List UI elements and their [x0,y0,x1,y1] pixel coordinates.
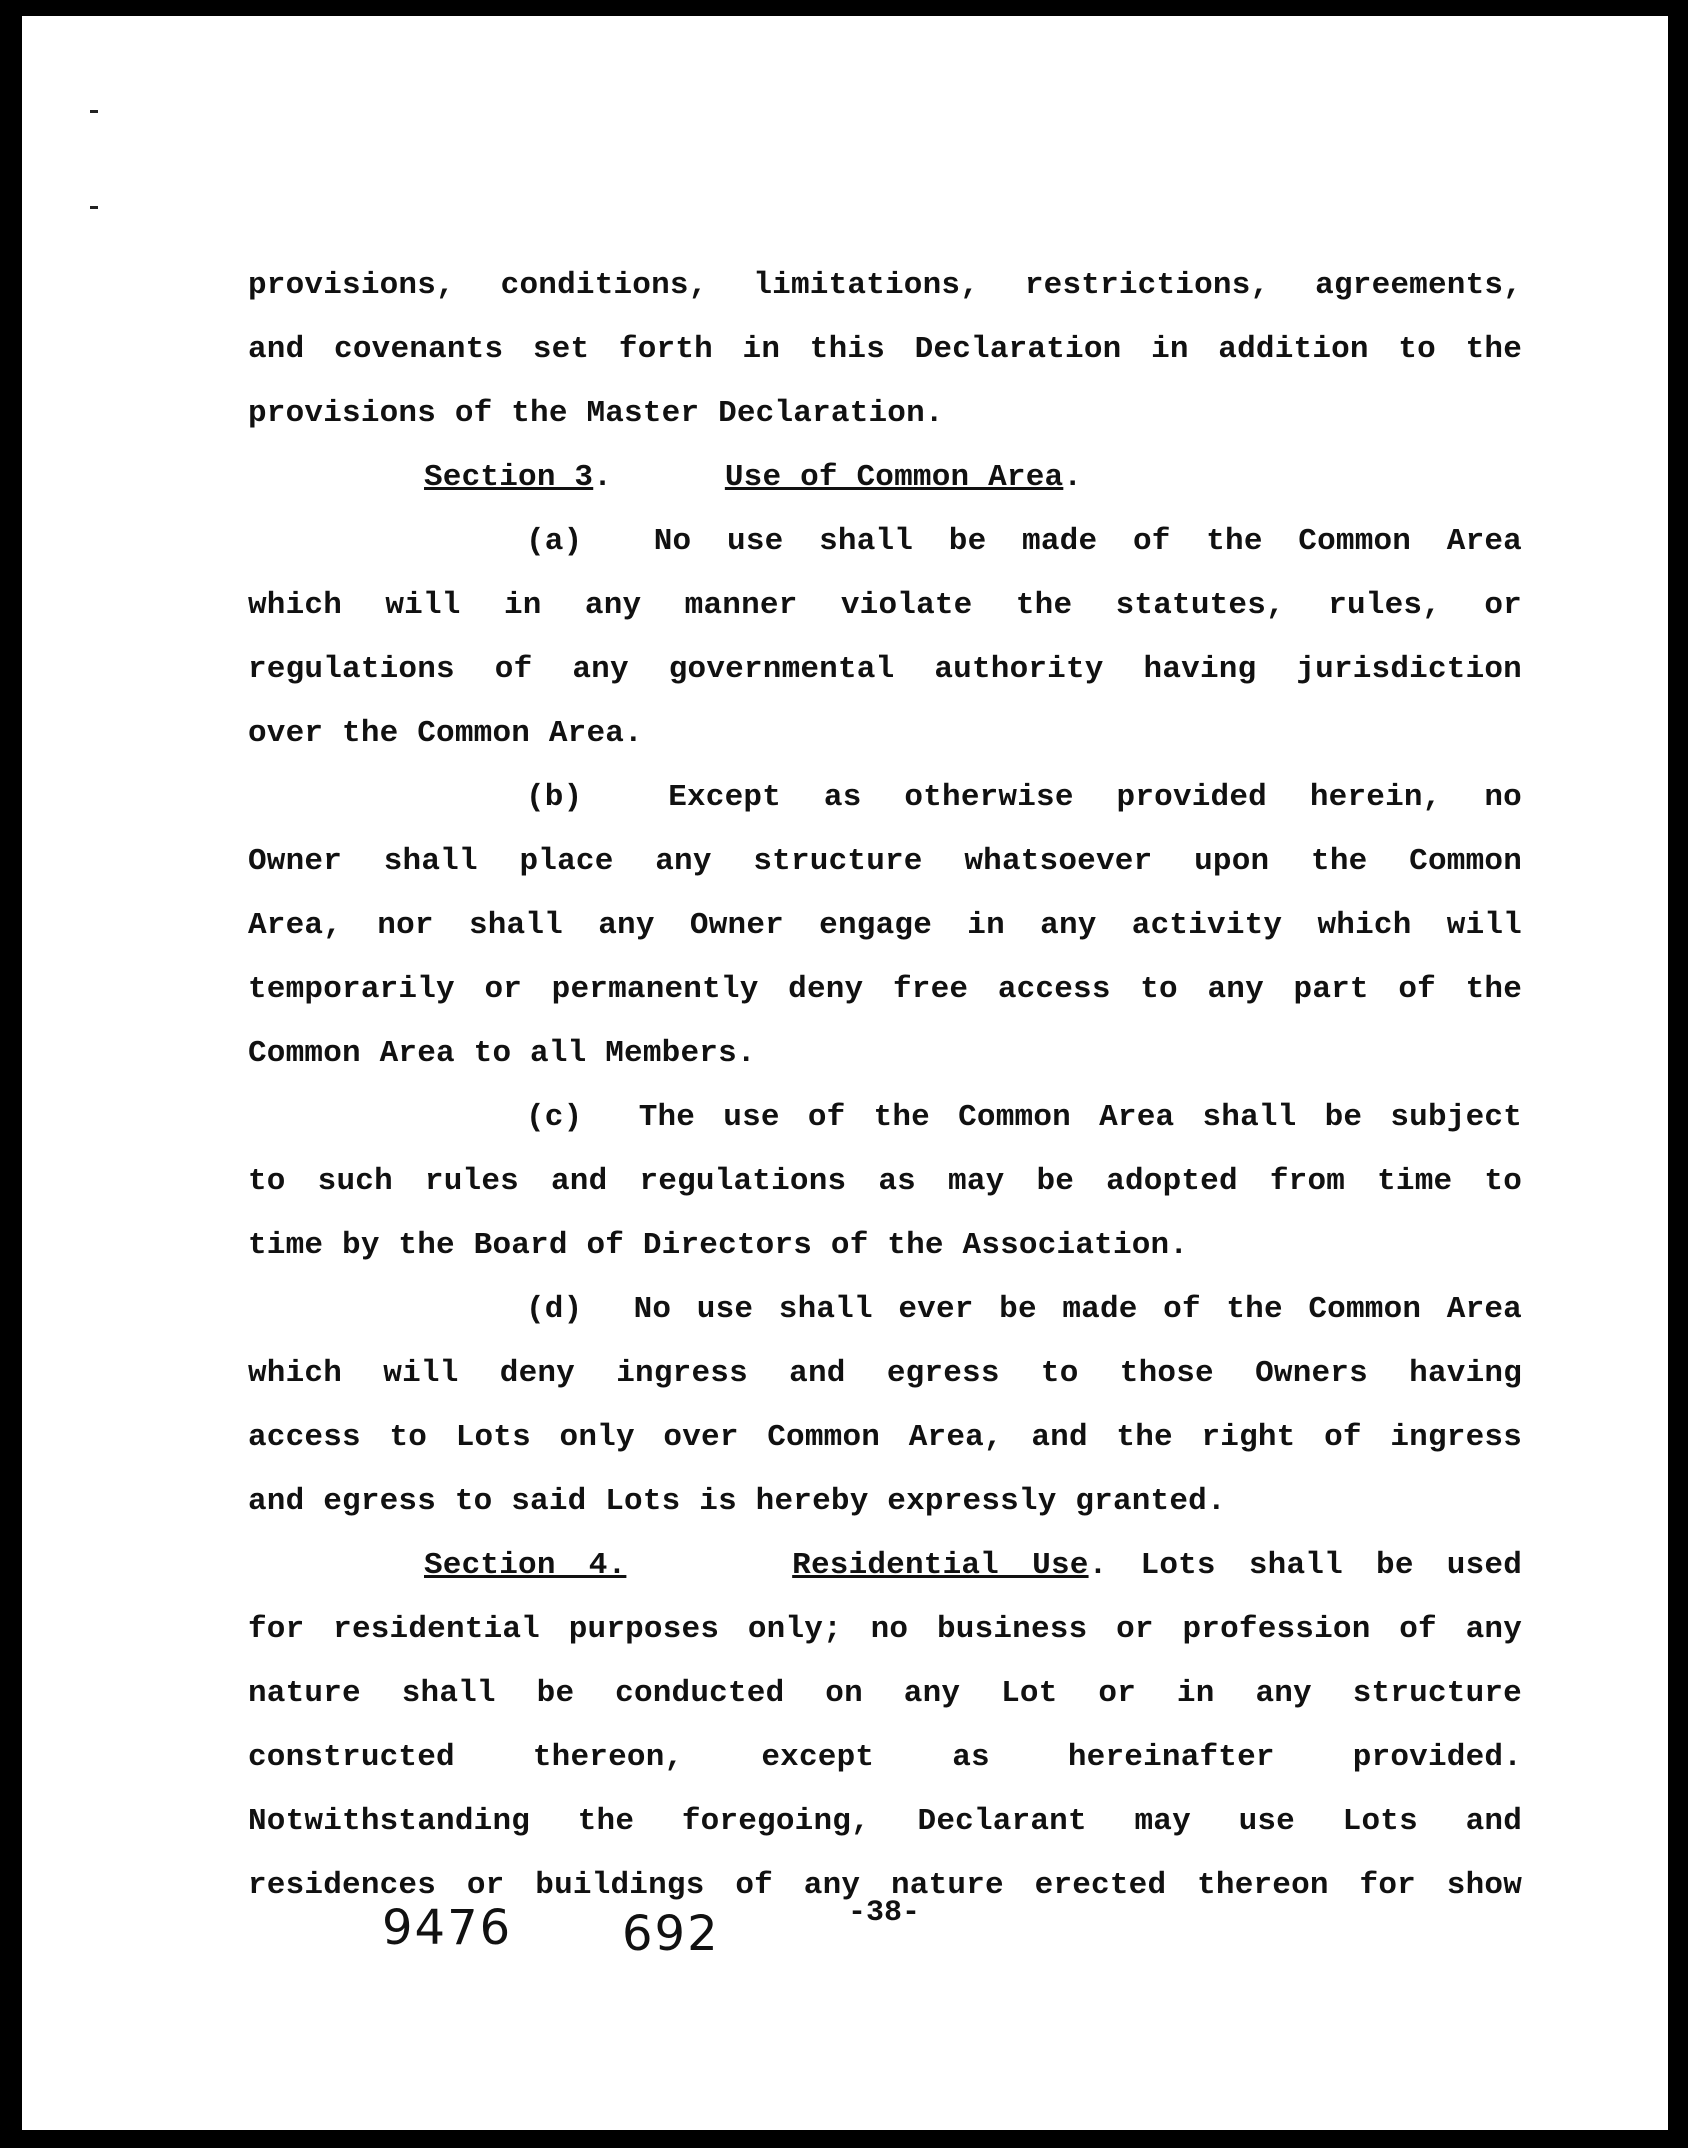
section-3-title: Use of Common Area [724,460,1064,495]
text-line: temporarily or permanently deny free access to any part of the [248,972,1522,1007]
body-text [248,254,1522,1918]
text-line: for residential purposes only; no business or profession of any [248,1612,1522,1647]
text-line: which will in any manner violate the statutes, rules, or [248,588,1522,623]
text-line: constructed thereon, except as hereinafter provided. [248,1740,1522,1775]
text-line: time by the Board of Directors of the Association. [248,1228,1189,1263]
stamp-number-left: 9476 [382,1900,513,1956]
scan-speck [90,110,98,113]
text-line: to such rules and regulations as may be adopted from time to [248,1164,1522,1199]
text-line: access to Lots only over Common Area, and the right of ingress [248,1420,1522,1455]
text-line: and egress to said Lots is hereby expressly granted. [248,1484,1226,1519]
section-4-heading [248,1534,1522,1598]
section-4-text: . Lots shall be used [1088,1548,1523,1583]
document-page [22,16,1668,2130]
text-line: over the Common Area. [248,716,643,751]
section-4-label: Section 4. [424,1548,627,1583]
text-line: and covenants set forth in this Declaration in addition to the [248,332,1522,367]
text-line: Area, nor shall any Owner engage in any activity which will [248,908,1522,943]
text-line: Owner shall place any structure whatsoever upon the Common [248,844,1522,879]
text-line: (d) No use shall ever be made of the Common Area [526,1292,1522,1327]
text-line: regulations of any governmental authority having jurisdiction [248,652,1522,687]
text-line: nature shall be conducted on any Lot or in any structure [248,1676,1522,1711]
section-3-label: Section 3 [424,460,594,495]
section-3-heading: Section 3. Use of Common Area. [424,460,1083,495]
stamp-number-right: 692 [622,1906,720,1962]
text-line: provisions of the Master Declaration. [248,396,944,431]
text-line: residences or buildings of any nature erected thereon for show [248,1868,1522,1903]
section-4-title: Residential Use [792,1548,1089,1583]
text-line: (c) The use of the Common Area shall be subject [526,1100,1522,1135]
page-number: -38- [848,1896,921,1930]
text-line: (b) Except as otherwise provided herein, no [526,780,1522,815]
text-line: which will deny ingress and egress to those Owners having [248,1356,1522,1391]
text-line: Common Area to all Members. [248,1036,756,1071]
text-line: provisions, conditions, limitations, restrictions, agreements, [248,268,1522,303]
scan-speck [90,206,98,209]
text-line: (a) No use shall be made of the Common Area [526,524,1522,559]
text-line: Notwithstanding the foregoing, Declarant may use Lots and [248,1804,1522,1839]
